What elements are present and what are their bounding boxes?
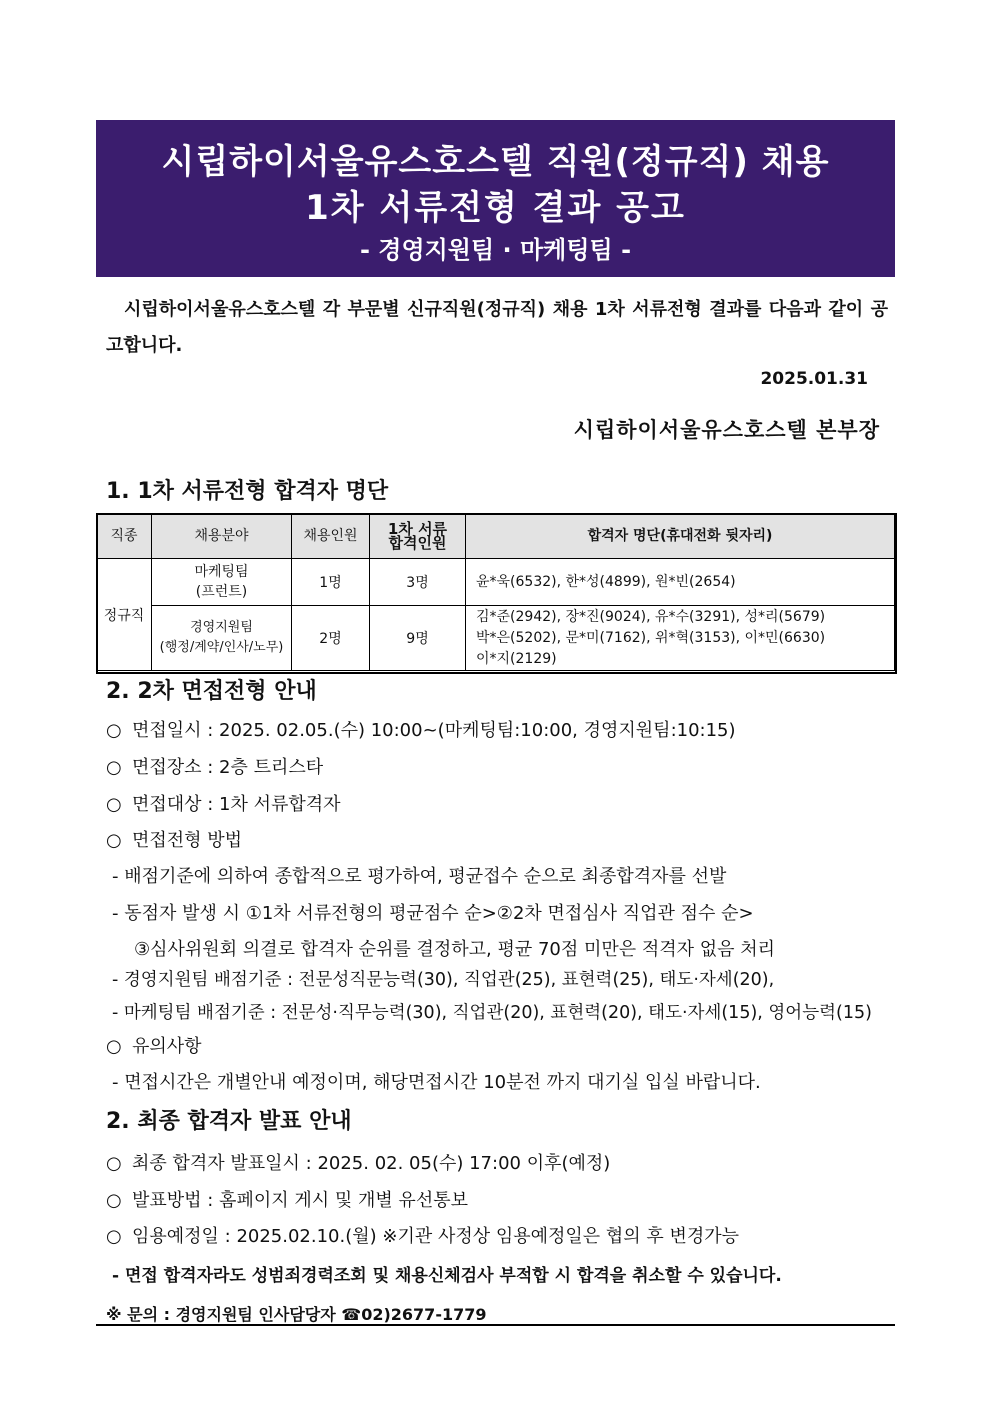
list-item: ○ 임용예정일 : 2025.02.10.(월) ※기관 사정상 임용예정일은 협의 후 변경가능 [106, 1226, 740, 1247]
method-detail: - 경영지원팀 배점기준 : 전문성직문능력(30), 직업관(25), 표현력(25), 태도·자세(20), [112, 970, 775, 990]
list-item: ○ 최종 합격자 발표일시 : 2025. 02. 05(수) 17:00 이후(예정) [106, 1153, 611, 1174]
contact-info: ※ 문의 : 경영지원팀 인사담당자 ☎02)2677-1779 [106, 1305, 487, 1324]
results-table [96, 513, 895, 671]
list-item: ○ 면접대상 : 1차 서류합격자 [106, 794, 341, 815]
section1-heading: 1. 1차 서류전형 합격자 명단 [106, 479, 389, 504]
table-header-row [97, 514, 895, 559]
list-item: ○ 유의사항 [106, 1036, 202, 1057]
list-item: ○ 면접일시 : 2025. 02.05.(수) 10:00~(마케팅팀:10:00, 경영지원팀:10:15) [106, 720, 736, 741]
issuer: 시립하이서울유스호스텔 본부장 [573, 418, 880, 442]
method-detail: - 마케팅팀 배점기준 : 전문성·직무능력(30), 직업관(20), 표현력(20), 태도·자세(15), 영어능력(15) [112, 1003, 872, 1023]
method-detail: ③심사위원회 의결로 합격자 순위를 결정하고, 평균 70점 미만은 적격자 없음 처리 [134, 939, 776, 960]
title-banner [96, 120, 895, 277]
title-line1: 시립하이서울유스호스텔 직원(정규직) 채용 [161, 142, 830, 182]
title-subtitle: - 경영지원팀 · 마케팅팀 - [359, 236, 632, 264]
section3-heading: 2. 최종 합격자 발표 안내 [106, 1109, 352, 1134]
col-names: 합격자 명단(휴대전화 뒷자리) [466, 514, 895, 559]
title-line2: 1차 서류전형 결과 공고 [305, 188, 686, 228]
passed-cell: 9명 [370, 606, 466, 671]
col-field: 채용분야 [152, 514, 292, 559]
col-passed: 1차 서류 합격인원 [370, 514, 466, 559]
announcement-date: 2025.01.31 [760, 369, 868, 389]
warning-text: - 면접 합격자라도 성범죄경력조회 및 채용신체검사 부적합 시 합격을 취소할 수 있습니다. [112, 1266, 782, 1286]
intro-text: 시립하이서울유스호스텔 각 부문별 신규직원(정규직) 채용 1차 서류전형 결과를 다음과 같이 공고합니다. [106, 299, 888, 356]
col-job-type: 직종 [97, 514, 152, 559]
field-cell: 마케팅팀 (프런트) [152, 559, 292, 606]
list-item: ○ 면접전형 방법 [106, 830, 243, 851]
hires-cell: 1명 [292, 559, 370, 606]
table-row [97, 606, 895, 671]
job-type-cell: 정규직 [97, 559, 152, 671]
list-item: ○ 발표방법 : 홈페이지 게시 및 개별 유선통보 [106, 1190, 468, 1211]
method-detail: - 배점기준에 의하여 종합적으로 평가하여, 평균접수 순으로 최종합격자를 선발 [112, 866, 727, 887]
intro-paragraph [106, 292, 888, 364]
field-cell: 경영지원팀 (행정/계약/인사/노무) [152, 606, 292, 671]
table-row [97, 559, 895, 606]
col-hires: 채용인원 [292, 514, 370, 559]
footer-rule [96, 1324, 895, 1326]
passed-cell: 3명 [370, 559, 466, 606]
list-item: ○ 면접장소 : 2층 트리스타 [106, 757, 324, 778]
names-cell: 김*준(2942), 장*진(9024), 유*수(3291), 성*리(5679) 박*은(5202), 문*미(7162), 위*혁(3153), 이*민(6630) 이*지(2129) [466, 606, 895, 671]
hires-cell: 2명 [292, 606, 370, 671]
note-detail: - 면접시간은 개별안내 예정이며, 해당면접시간 10분전 까지 대기실 입실 바랍니다. [112, 1072, 761, 1093]
section2-heading: 2. 2차 면접전형 안내 [106, 679, 317, 704]
method-detail: - 동점자 발생 시 ①1차 서류전형의 평균점수 순>②2차 면접심사 직업관 점수 순> [112, 903, 754, 924]
names-cell: 윤*욱(6532), 한*성(4899), 원*빈(2654) [466, 559, 895, 606]
